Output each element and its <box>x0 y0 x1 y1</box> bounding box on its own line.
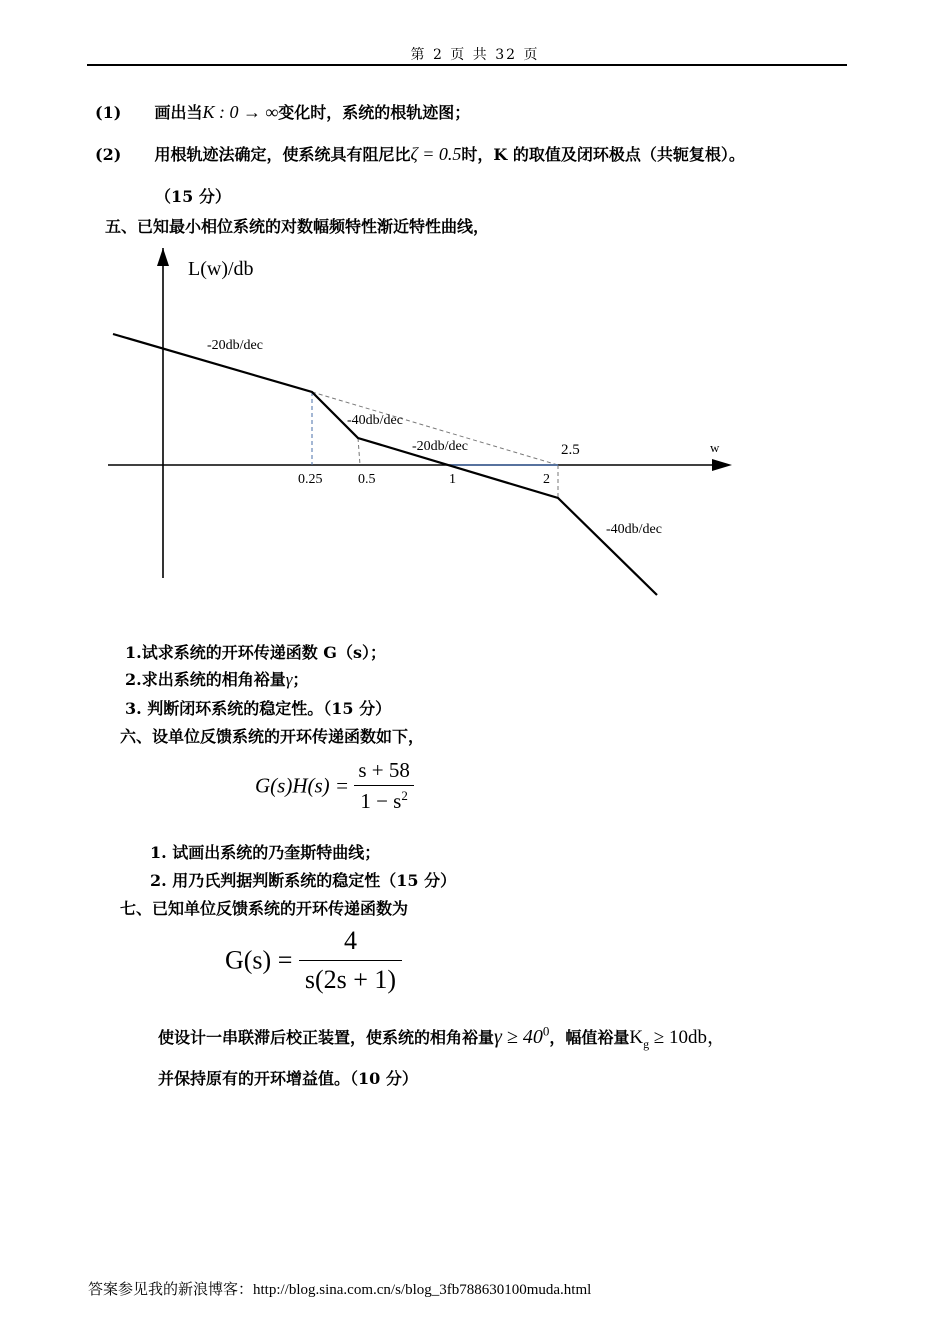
q4-item1-math: K : 0 → ∞ <box>202 102 279 122</box>
q5-item2-pre: 2.求出系统的相角裕量 <box>125 670 286 689</box>
q6-eq-numerator: s + 58 <box>354 758 414 786</box>
tick-label-0.5: 0.5 <box>358 472 376 487</box>
tick-label-2: 2 <box>543 472 550 487</box>
q4-item2-math: ζ = 0.5 <box>410 144 462 164</box>
q5-item3: 3. 判断闭环系统的稳定性。（15 分） <box>125 699 392 718</box>
q6-eq-lhs: G(s)H(s) = <box>255 773 350 798</box>
q6-eq-den-exp: 2 <box>401 788 408 803</box>
q5-item2-math: γ <box>285 670 293 689</box>
q7-line1 <box>158 1022 726 1052</box>
q4-score: （15 分） <box>155 187 231 206</box>
tick-label-0.25: 0.25 <box>298 472 323 487</box>
slope-label-3: -20db/dec <box>412 439 468 454</box>
q5-item1: 1.试求系统的开环传递函数 G（s）； <box>125 643 386 662</box>
q7-equation <box>225 926 402 995</box>
q7-line1-kg-post: ≥ 10db， <box>653 1027 727 1048</box>
x-axis-arrow <box>712 459 732 471</box>
y-axis-label: L(w)/db <box>188 258 254 280</box>
q6-equation <box>255 758 414 814</box>
q7-eq-denominator: s(2s + 1) <box>304 965 397 994</box>
slope-label-2: -40db/dec <box>347 413 403 428</box>
q7-line1-gamma: γ ≥ 40 <box>494 1026 543 1048</box>
q6-item1: 1. 试画出系统的乃奎斯特曲线； <box>150 843 381 862</box>
bode-plot <box>100 240 740 605</box>
q7-line1-pre: 使设计一串联滞后校正装置，使系统的相角裕量 <box>158 1028 495 1047</box>
dropline-0.5 <box>358 438 360 465</box>
q6-eq-fraction <box>354 758 414 814</box>
q6-title: 六、设单位反馈系统的开环传递函数如下， <box>120 727 425 746</box>
q7-line2: 并保持原有的开环增益值。（10 分） <box>158 1069 418 1088</box>
tick-label-2.5: 2.5 <box>561 442 580 458</box>
q6-eq-den-base: 1 − s <box>360 789 402 813</box>
slope-label-4: -40db/dec <box>606 522 662 537</box>
q7-line1-exp: 0 <box>542 1023 550 1039</box>
footer-link-text: 答案参见我的新浪博客：http://blog.sina.com.cn/s/blog_3fb788630100muda.html <box>88 1282 592 1298</box>
q7-eq-numerator: 4 <box>299 926 402 961</box>
page-header: 第 2 页 共 32 页 <box>410 47 540 63</box>
x-axis-label: w <box>710 440 720 455</box>
q7-eq-fraction <box>299 926 402 995</box>
q4-item1-post: 变化时，系统的根轨迹图； <box>278 103 471 122</box>
q6-item2: 2. 用乃氏判据判断系统的稳定性（15 分） <box>150 871 457 890</box>
q4-item1-pre: 画出当 <box>154 103 203 122</box>
q4-item1 <box>95 100 470 123</box>
q6-eq-denominator <box>354 786 414 814</box>
tick-label-1: 1 <box>449 472 456 487</box>
q4-item2-pre: 用根轨迹法确定，使系统具有阻尼比 <box>154 145 411 164</box>
q4-item2-post: 时，K 的取值及闭环极点（共轭复根）。 <box>461 145 745 164</box>
q7-line1-mid: ，幅值裕量 <box>549 1028 630 1047</box>
q5-item2 <box>125 667 308 690</box>
q5-item2-post: ； <box>292 670 309 689</box>
q5-title: 五、已知最小相位系统的对数幅频特性渐近特性曲线， <box>105 217 490 236</box>
slope-label-1: -20db/dec <box>207 338 263 353</box>
q4-item2-num: (2) <box>95 145 122 164</box>
q4-item2 <box>95 142 745 165</box>
q7-line1-kg-sub: g <box>643 1036 650 1051</box>
q7-eq-lhs: G(s) = <box>225 945 293 975</box>
q4-item1-num: (1) <box>95 103 122 122</box>
q7-title: 七、已知单位反馈系统的开环传递函数为 <box>120 899 409 918</box>
header-rule <box>87 64 847 66</box>
y-axis-arrow <box>157 248 169 266</box>
q7-line1-kg: K <box>629 1027 644 1048</box>
